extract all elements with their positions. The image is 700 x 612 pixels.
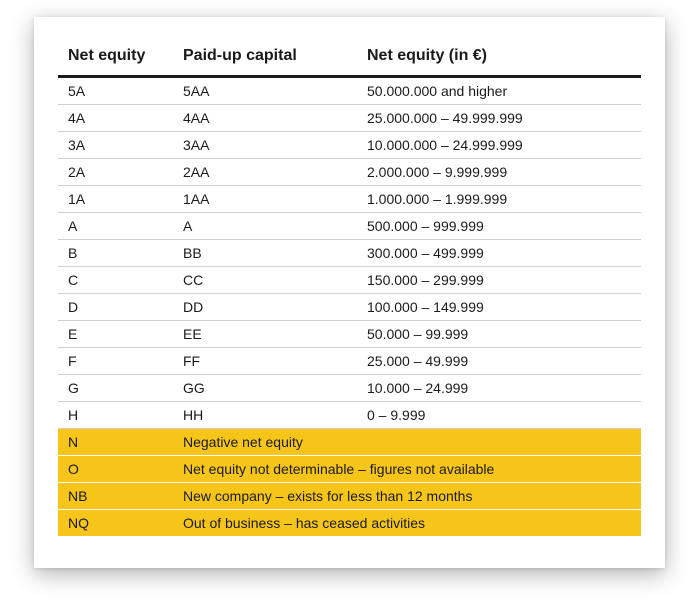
range-cell: 300.000 – 499.999 [357, 240, 641, 267]
net-equity-cell: 5A [58, 77, 173, 105]
status-description-cell: New company – exists for less than 12 months [173, 483, 641, 510]
net-equity-cell: 1A [58, 186, 173, 213]
paid-up-capital-cell: HH [173, 402, 357, 429]
status-code-cell: O [58, 456, 173, 483]
table-row [58, 159, 641, 186]
net-equity-cell: A [58, 213, 173, 240]
paid-up-capital-cell: CC [173, 267, 357, 294]
range-cell: 100.000 – 149.999 [357, 294, 641, 321]
table-row [58, 321, 641, 348]
paid-up-capital-cell: 3AA [173, 132, 357, 159]
paid-up-capital-cell: BB [173, 240, 357, 267]
range-cell: 50.000.000 and higher [357, 77, 641, 105]
paid-up-capital-cell: 1AA [173, 186, 357, 213]
net-equity-cell: E [58, 321, 173, 348]
net-equity-cell: 2A [58, 159, 173, 186]
range-cell: 25.000.000 – 49.999.999 [357, 105, 641, 132]
paid-up-capital-cell: A [173, 213, 357, 240]
header-net-equity: Net equity [58, 39, 173, 77]
special-status-row [58, 483, 641, 510]
net-equity-cell: G [58, 375, 173, 402]
range-cell: 500.000 – 999.999 [357, 213, 641, 240]
net-equity-rating-table [58, 39, 641, 536]
table-row [58, 402, 641, 429]
header-net-equity-eur: Net equity (in €) [357, 39, 641, 77]
table-row [58, 213, 641, 240]
status-code-cell: NB [58, 483, 173, 510]
special-status-row [58, 456, 641, 483]
paid-up-capital-cell: EE [173, 321, 357, 348]
range-cell: 0 – 9.999 [357, 402, 641, 429]
net-equity-cell: C [58, 267, 173, 294]
paid-up-capital-cell: GG [173, 375, 357, 402]
range-cell: 2.000.000 – 9.999.999 [357, 159, 641, 186]
status-description-cell: Out of business – has ceased activities [173, 510, 641, 537]
paid-up-capital-cell: FF [173, 348, 357, 375]
header-paid-up-capital: Paid-up capital [173, 39, 357, 77]
table-row [58, 105, 641, 132]
range-cell: 1.000.000 – 1.999.999 [357, 186, 641, 213]
range-cell: 10.000.000 – 24.999.999 [357, 132, 641, 159]
table-row [58, 348, 641, 375]
paid-up-capital-cell: 4AA [173, 105, 357, 132]
net-equity-cell: D [58, 294, 173, 321]
table-row [58, 267, 641, 294]
net-equity-cell: B [58, 240, 173, 267]
net-equity-cell: H [58, 402, 173, 429]
range-cell: 150.000 – 299.999 [357, 267, 641, 294]
special-status-row [58, 429, 641, 456]
net-equity-cell: F [58, 348, 173, 375]
table-row [58, 186, 641, 213]
status-description-cell: Negative net equity [173, 429, 641, 456]
range-cell: 10.000 – 24.999 [357, 375, 641, 402]
range-cell: 25.000 – 49.999 [357, 348, 641, 375]
table-row [58, 132, 641, 159]
table-header-row [58, 39, 641, 77]
range-cell: 50.000 – 99.999 [357, 321, 641, 348]
status-code-cell: N [58, 429, 173, 456]
status-description-cell: Net equity not determinable – figures not available [173, 456, 641, 483]
special-status-row [58, 510, 641, 537]
net-equity-cell: 3A [58, 132, 173, 159]
table-row [58, 294, 641, 321]
paid-up-capital-cell: 5AA [173, 77, 357, 105]
paid-up-capital-cell: DD [173, 294, 357, 321]
net-equity-cell: 4A [58, 105, 173, 132]
paid-up-capital-cell: 2AA [173, 159, 357, 186]
status-code-cell: NQ [58, 510, 173, 537]
rating-table-card [34, 17, 665, 568]
table-row [58, 375, 641, 402]
table-row [58, 77, 641, 105]
table-row [58, 240, 641, 267]
